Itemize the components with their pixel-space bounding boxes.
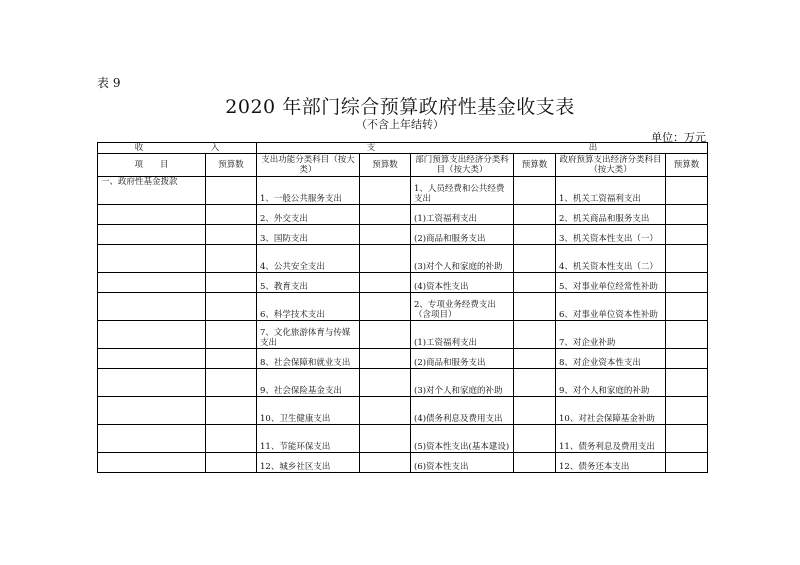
budget-cell: [666, 225, 708, 245]
table-row: [98, 225, 708, 245]
table-row: [98, 205, 708, 225]
budget-cell: [360, 273, 411, 293]
budget-cell: [514, 225, 556, 245]
gov-cell: 4、机关资本性支出（二）: [556, 245, 666, 273]
item-cell: [98, 225, 206, 245]
budget-cell: [514, 245, 556, 273]
budget-cell: [360, 225, 411, 245]
func-cell: 2、外交支出: [257, 205, 360, 225]
budget-cell: [666, 293, 708, 321]
dept-cell: (1)工资福利支出: [411, 321, 514, 349]
table-row: [98, 177, 708, 205]
dept-cell: (4)债务利息及费用支出: [411, 397, 514, 425]
page-title: 2020 年部门综合预算政府性基金收支表: [225, 96, 575, 118]
budget-cell: [206, 321, 257, 349]
gov-cell: 9、对个人和家庭的补助: [556, 369, 666, 397]
budget-cell: [206, 397, 257, 425]
col-header-item: 项 目: [98, 154, 206, 177]
col-header-func: 支出功能分类科目（按大类）: [257, 154, 360, 177]
budget-cell: [360, 425, 411, 453]
func-cell: 12、城乡社区支出: [257, 453, 360, 473]
item-cell: [98, 321, 206, 349]
item-cell: [98, 425, 206, 453]
unit-label: 单位：万元: [651, 131, 706, 144]
budget-cell: [514, 349, 556, 369]
budget-cell: [514, 293, 556, 321]
budget-cell: [514, 273, 556, 293]
func-cell: 10、卫生健康支出: [257, 397, 360, 425]
budget-cell: [666, 321, 708, 349]
gov-cell: 12、债务还本支出: [556, 453, 666, 473]
gov-cell: 3、机关资本性支出（一）: [556, 225, 666, 245]
func-cell: 9、社会保险基金支出: [257, 369, 360, 397]
budget-cell: [514, 321, 556, 349]
gov-cell: 5、对事业单位经常性补助: [556, 273, 666, 293]
gov-cell: 8、对企业资本性支出: [556, 349, 666, 369]
budget-cell: [666, 349, 708, 369]
gov-cell: 6、对事业单位资本性补助: [556, 293, 666, 321]
func-cell: 6、科学技术支出: [257, 293, 360, 321]
budget-cell: [360, 349, 411, 369]
budget-cell: [206, 245, 257, 273]
item-cell: 一、政府性基金拨款: [98, 177, 206, 205]
table-row: [98, 245, 708, 273]
budget-cell: [360, 321, 411, 349]
col-header-dept: 部门预算支出经济分类科目（按大类）: [411, 154, 514, 177]
dept-cell: (3)对个人和家庭的补助: [411, 369, 514, 397]
func-cell: 4、公共安全支出: [257, 245, 360, 273]
dept-cell: 2、专项业务经费支出（含项目）: [411, 293, 514, 321]
expense-header: 支 出: [257, 143, 708, 154]
col-header-budget: 预算数: [514, 154, 556, 177]
gov-cell: 2、机关商品和服务支出: [556, 205, 666, 225]
budget-cell: [206, 225, 257, 245]
table-row: [98, 369, 708, 397]
budget-cell: [666, 177, 708, 205]
budget-cell: [666, 369, 708, 397]
table-row: [98, 293, 708, 321]
budget-cell: [666, 453, 708, 473]
dept-cell: (3)对个人和家庭的补助: [411, 245, 514, 273]
func-cell: 3、国防支出: [257, 225, 360, 245]
dept-cell: (2)商品和服务支出: [411, 349, 514, 369]
item-cell: [98, 293, 206, 321]
gov-cell: 11、债务利息及费用支出: [556, 425, 666, 453]
budget-cell: [514, 177, 556, 205]
budget-cell: [514, 205, 556, 225]
budget-cell: [514, 397, 556, 425]
budget-cell: [206, 349, 257, 369]
table-row: [98, 453, 708, 473]
dept-cell: (2)商品和服务支出: [411, 225, 514, 245]
item-cell: [98, 245, 206, 273]
table-row: [98, 349, 708, 369]
gov-cell: 1、机关工资福利支出: [556, 177, 666, 205]
budget-cell: [666, 425, 708, 453]
budget-cell: [360, 397, 411, 425]
budget-cell: [206, 293, 257, 321]
dept-cell: (1)工资福利支出: [411, 205, 514, 225]
col-header-gov: 政府预算支出经济分类科目（按大类）: [556, 154, 666, 177]
dept-cell: (4)资本性支出: [411, 273, 514, 293]
budget-cell: [360, 205, 411, 225]
item-cell: [98, 205, 206, 225]
budget-cell: [206, 177, 257, 205]
budget-table: [97, 142, 708, 473]
dept-cell: 1、人员经费和公共经费支出: [411, 177, 514, 205]
budget-cell: [206, 453, 257, 473]
item-cell: [98, 397, 206, 425]
budget-cell: [666, 397, 708, 425]
table-row: [98, 321, 708, 349]
budget-cell: [666, 273, 708, 293]
dept-cell: (6)资本性支出: [411, 453, 514, 473]
table-row: [98, 397, 708, 425]
table-row: [98, 273, 708, 293]
budget-cell: [514, 453, 556, 473]
dept-cell: (5)资本性支出(基本建设): [411, 425, 514, 453]
col-header-budget: 预算数: [360, 154, 411, 177]
func-cell: 11、节能环保支出: [257, 425, 360, 453]
item-cell: [98, 273, 206, 293]
budget-cell: [360, 293, 411, 321]
budget-cell: [206, 205, 257, 225]
budget-cell: [206, 273, 257, 293]
func-cell: 5、教育支出: [257, 273, 360, 293]
func-cell: 1、一般公共服务支出: [257, 177, 360, 205]
item-cell: [98, 453, 206, 473]
page-subtitle: （不含上年结转）: [356, 118, 444, 131]
item-cell: [98, 349, 206, 369]
budget-cell: [360, 369, 411, 397]
budget-cell: [514, 425, 556, 453]
budget-cell: [360, 245, 411, 273]
gov-cell: 10、对社会保障基金补助: [556, 397, 666, 425]
item-cell: [98, 369, 206, 397]
budget-cell: [206, 425, 257, 453]
income-header: 收 入: [98, 143, 257, 154]
table-number: 表 9: [97, 76, 121, 90]
budget-cell: [206, 369, 257, 397]
table-row: [98, 425, 708, 453]
budget-cell: [666, 205, 708, 225]
budget-cell: [514, 369, 556, 397]
col-header-budget: 预算数: [206, 154, 257, 177]
func-cell: 8、社会保障和就业支出: [257, 349, 360, 369]
col-header-budget: 预算数: [666, 154, 708, 177]
gov-cell: 7、对企业补助: [556, 321, 666, 349]
func-cell: 7、文化旅游体育与传媒支出: [257, 321, 360, 349]
budget-cell: [360, 177, 411, 205]
budget-cell: [360, 453, 411, 473]
budget-cell: [666, 245, 708, 273]
